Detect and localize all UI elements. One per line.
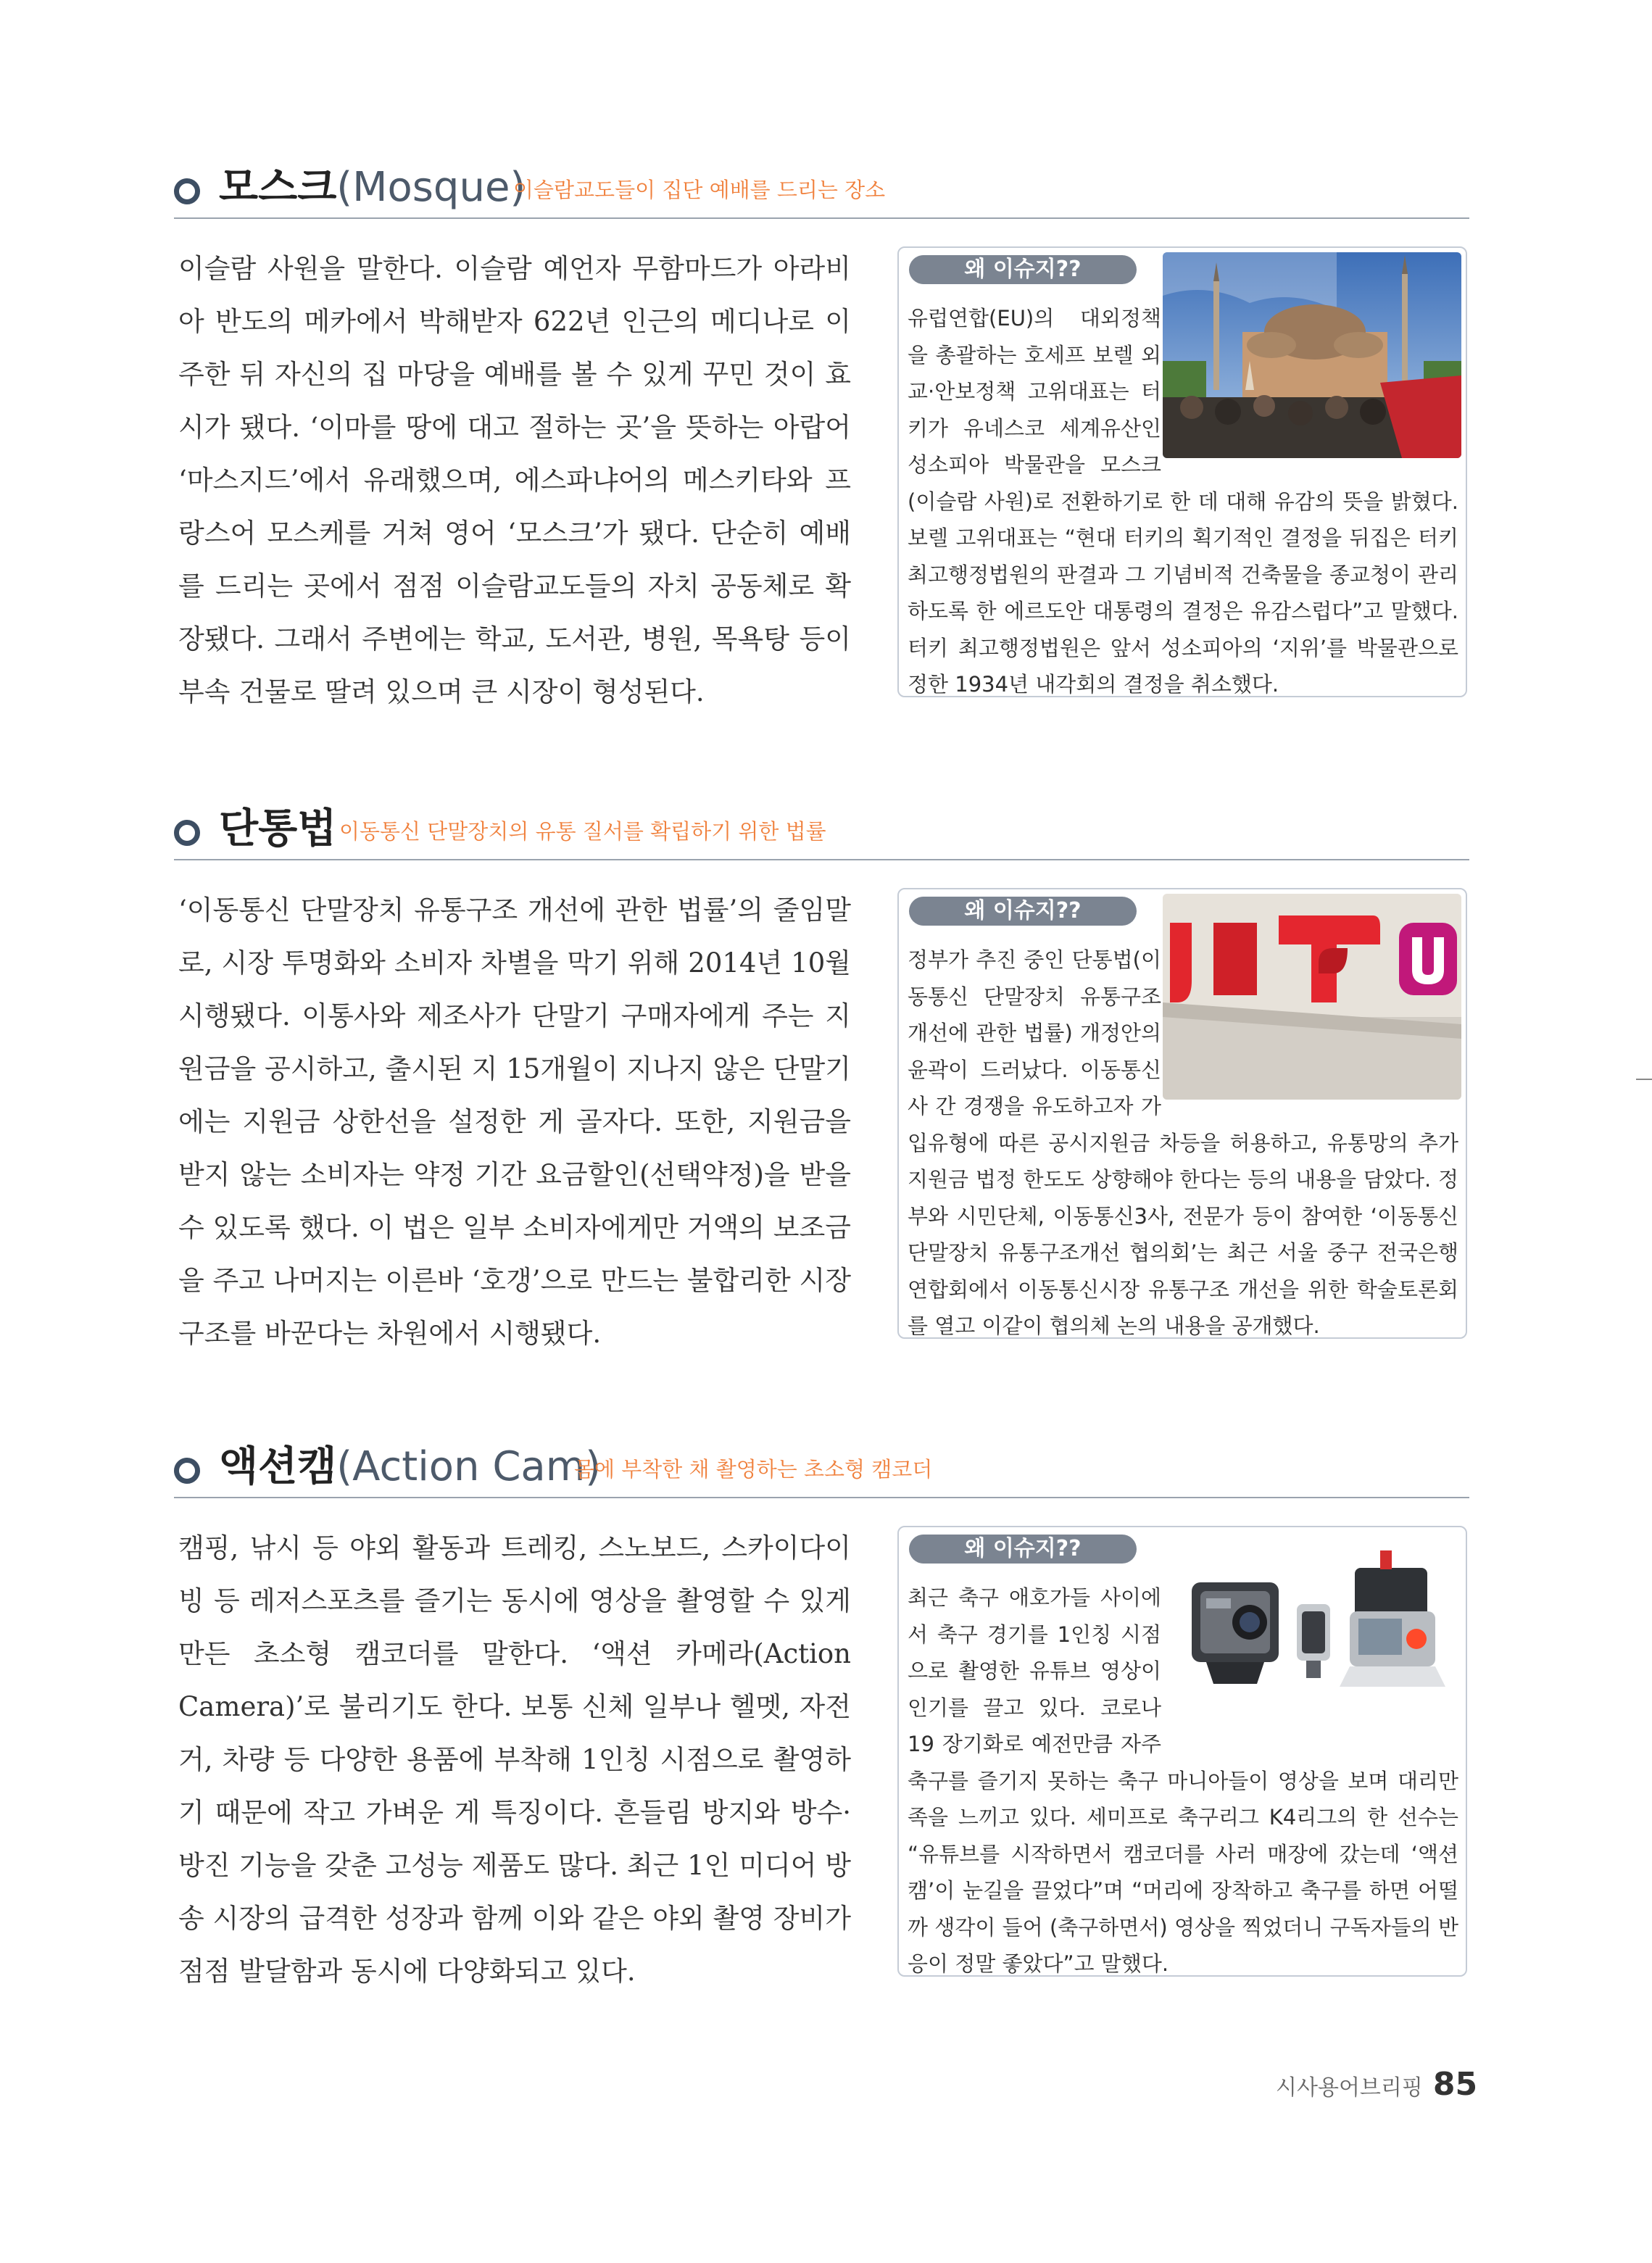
section-body: 이슬람 사원을 말한다. 이슬람 예언자 무함마드가 아라비아 반도의 메카에서 박해받자 622년 인근의 메디나로 이주한 뒤 자신의 집 마당을 예배를 볼 수 있게 꾸민 것이 효시가 됐다. ‘이마를 땅에 대고 절하는 곳’을 뜻하는 아랍어 ‘마스지드’에서 유래했으며, 에스파냐어의 메스키타와 프랑스어 모스케를 거쳐 영어 ‘모스크’가 됐다. 단순히 예배를 드리는 곳에서 점점 이슬람교도들의 자치 공동체로 확장됐다. 그래서 주변에는 학교, 도서관, 병원, 목욕탕 등이 부속 건물로 딸려 있으며 큰 시장이 형성된다. [178, 253, 851, 707]
page-number: 85 [1432, 2066, 1478, 2103]
footer-label: 시사용어브리핑 [1276, 2075, 1423, 2101]
section-title: 모스크(Mosque) [219, 164, 526, 211]
section-body: 캠핑, 낚시 등 야외 활동과 트레킹, 스노보드, 스카이다이빙 등 레저스포츠를 즐기는 동시에 영상을 촬영할 수 있게 만든 초소형 캠코더를 말한다. ‘액션 카메라(Action Camera)’로 불리기도 한다. 보통 신체 일부나 헬멧, 자전거, 차량 등 다양한 용품에 부착해 1인칭 시점으로 촬영하기 때문에 작고 가벼운 게 특징이다. 흔들림 방지와 방수·방진 기능을 갖춘 고성능 제품도 많다. 최근 1인 미디어 방송 시장의 급격한 성장과 함께 이와 같은 야외 촬영 장비가 점점 발달함과 동시에 다양화되고 있다. [178, 1532, 851, 1987]
issue-tag: 왜 이슈지?? [909, 1535, 1137, 1564]
section-header [174, 138, 1469, 219]
section-body: ‘이동통신 단말장치 유통구조 개선에 관한 법률’의 줄임말로, 시장 투명화와 소비자 차별을 막기 위해 2014년 10월 시행됐다. 이통사와 제조사가 단말기 구매자에게 주는 지원금을 공시하고, 출시된 지 15개월이 지나지 않은 단말기에는 지원금 상한선을 설정한 게 골자다. 또한, 지원금을 받지 않는 소비자는 약정 기간 요금할인(선택약정)을 받을 수 있도록 했다. 이 법은 일부 소비자에게만 거액의 보조금을 주고 나머지는 이른바 ‘호갱’으로 만드는 불합리한 시장 구조를 바꾼다는 차원에서 시행됐다. [178, 894, 851, 1349]
bullet-circle-icon [174, 820, 200, 846]
bullet-circle-icon [174, 1458, 200, 1484]
section-header [174, 779, 1469, 860]
issue-text: 정부가 추진 중인 단통법(이동통신 단말장치 유통구조 개선에 관한 법률) 개정안의 윤곽이 드러났다. 이동통신사 간 경쟁을 유도하고자 가입유형에 따른 공시지원금 차등을 허용하고, 유통망의 추가지원금 법정 한도도 상향해야 한다는 등의 내용을 담았다. 정부와 시민단체, 이동통신3사, 전문가 등이 참여한 ‘이동통신 단말장치 유통구조개선 협의회’는 최근 서울 중구 전국은행연합회에서 이동통신시장 유통구조 개선을 위한 학술토론회를 열고 이같이 협의체 논의 내용을 공개했다. [908, 947, 1458, 1338]
issue-box [897, 888, 1467, 1339]
section-subtitle: 이동통신 단말장치의 유통 질서를 확립하기 위한 법률 [339, 819, 826, 844]
issue-box [897, 1526, 1467, 1977]
edge-tick-mark [1636, 1079, 1652, 1080]
section-subtitle: 이슬람교도들이 집단 예배를 드리는 장소 [513, 178, 886, 202]
page-footer [1276, 2066, 1477, 2103]
issue-tag: 왜 이슈지?? [909, 255, 1137, 284]
issue-text: 유럽연합(EU)의 대외정책을 총괄하는 호세프 보렐 외교·안보정책 고위대표는 터키가 유네스코 세계유산인 성소피아 박물관을 모스크(이슬람 사원)로 전환하기로 한 데 대해 유감의 뜻을 밝혔다. 보렐 고위대표는 “현대 터키의 획기적인 결정을 뒤집은 터키 최고행정법원의 판결과 그 기념비적 건축물을 종교청이 관리하도록 한 에르도안 대통령의 결정은 유감스럽다”고 말했다. 터키 최고행정법원은 앞서 성소피아의 ‘지위’를 박물관으로 정한 1934년 내각회의 결정을 취소했다. [908, 306, 1458, 697]
section-title: 액션캠(Action Cam) [219, 1443, 602, 1490]
section-header [174, 1417, 1469, 1498]
section-title: 단통법 [219, 805, 337, 852]
issue-tag: 왜 이슈지?? [909, 897, 1137, 926]
bullet-circle-icon [174, 178, 200, 204]
issue-text: 최근 축구 애호가들 사이에서 축구 경기를 1인칭 시점으로 촬영한 유튜브 영상이 인기를 끌고 있다. 코로나19 장기화로 예전만큼 자주 축구를 즐기지 못하는 축구 마니아들이 영상을 보며 대리만족을 느끼고 있다. 세미프로 축구리그 K4리그의 한 선수는 “유튜브를 시작하면서 캠코더를 사러 매장에 갔는데 ‘액션캠’이 눈길을 끌었다”며 “머리에 장착하고 축구를 하면 어떨까 생각이 들어 (축구하면서) 영상을 찍었더니 구독자들의 반응이 정말 좋았다”고 말했다. [908, 1585, 1458, 1976]
issue-box [897, 246, 1467, 697]
section-subtitle: 몸에 부착한 채 촬영하는 초소형 캠코더 [574, 1457, 933, 1482]
